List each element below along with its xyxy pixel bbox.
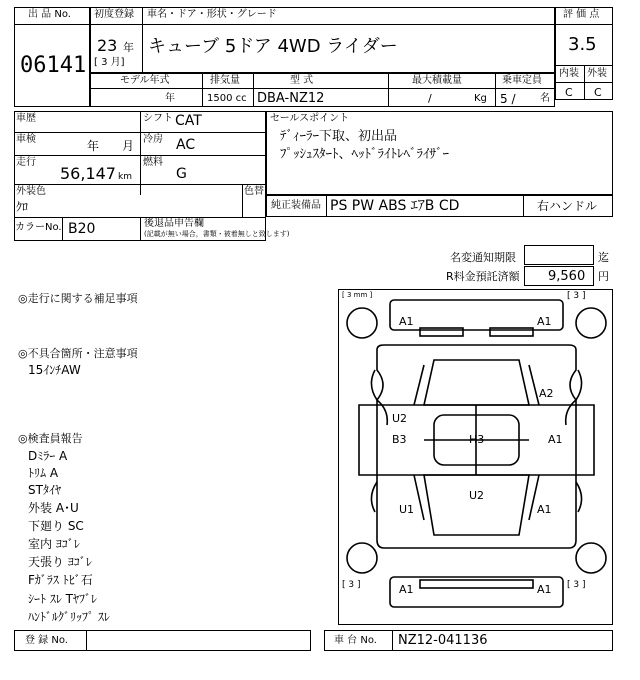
- reg-month: [ 3 月]: [94, 57, 125, 68]
- aftermarket-note: (記載が無い場合，書類・被着無しと致します): [144, 230, 290, 238]
- reg-year-unit: 年: [123, 41, 134, 54]
- recycle-fee-value: 9,560: [548, 269, 586, 284]
- mileage-label: 走行: [16, 157, 36, 168]
- equipment-items: PS PW ABS ｴｱB CD: [330, 198, 460, 214]
- mark-hood: H3: [469, 433, 485, 446]
- lot-number: 06141: [20, 53, 87, 78]
- mark-left-front-door: B3: [392, 433, 407, 446]
- driving-notes-title: ◎走行に関する補足事項: [18, 292, 138, 305]
- inspector-item: Dﾐﾗｰ A: [28, 449, 68, 463]
- mark-front-bumper-left: A1: [399, 315, 414, 328]
- inspector-item: STﾀｲﾔ: [28, 483, 61, 497]
- score-label: 評 価 点: [563, 9, 600, 20]
- sales-point-line1: ﾃﾞｨｰﾗｰ下取、初出品: [280, 129, 398, 144]
- defects-title: ◎不具合箇所・注意事項: [18, 347, 138, 360]
- inspector-item: Fｶﾞﾗｽ ﾄﾋﾞ石: [28, 573, 93, 587]
- interior-label: 内装: [559, 68, 579, 79]
- inspector-title: ◎検査員報告: [18, 432, 83, 445]
- history-label: 車歴: [16, 113, 36, 124]
- recolor-label: 色替: [244, 186, 264, 197]
- diagram-tag-bottom-right: [ 3 ]: [567, 580, 586, 590]
- first-reg-label: 初度登録: [94, 9, 134, 20]
- mark-front-fender-right: A2: [539, 387, 554, 400]
- mark-rear-bumper-left: A1: [399, 583, 414, 596]
- ext-color-value: ｸﾛ: [16, 200, 29, 214]
- recycle-fee-unit: 円: [598, 270, 609, 283]
- registration-label: 登 録 No.: [25, 635, 68, 646]
- inspection-year-unit: 年: [87, 139, 100, 153]
- capacity-value: 5 /: [500, 92, 516, 106]
- mark-right-rear-door: A1: [537, 503, 552, 516]
- defect-item: 15ｲﾝﾁAW: [28, 363, 81, 377]
- fuel-label: 燃料: [143, 157, 163, 168]
- inspector-item: 天張り ﾖｺﾞﾚ: [28, 555, 92, 569]
- model-year-label: モデル年式: [120, 75, 170, 86]
- mark-rear-bumper-right: A1: [537, 583, 552, 596]
- chassis-number: NZ12-041136: [398, 633, 488, 648]
- car-outline: [339, 290, 614, 626]
- recycle-fee-label: R料金預託済額: [446, 270, 520, 283]
- chassis-label: 車 台 No.: [334, 635, 377, 646]
- inspector-item: 下廻り SC: [28, 519, 84, 533]
- diagram-tag-bottom-left: [ 3 ]: [342, 580, 361, 590]
- transfer-deadline-box: [524, 245, 594, 265]
- ext-color-label: 外装色: [16, 186, 46, 197]
- interior-grade: C: [565, 86, 573, 99]
- inspector-item: 室内 ﾖｺﾞﾚ: [28, 537, 80, 551]
- max-load-sep: /: [428, 92, 432, 105]
- shift-label: シフト: [143, 113, 173, 124]
- mark-left-rear-door: U1: [399, 503, 415, 516]
- max-load-label: 最大積載量: [412, 75, 462, 86]
- inspector-item: ｼｰﾄ ｽﾚ Tﾔﾌﾞﾚ: [28, 592, 97, 606]
- diagram-tag-top-right: [ 3 ]: [567, 291, 586, 301]
- score-value: 3.5: [568, 34, 597, 55]
- diagram-tag-top-left: [ 3 mm ]: [342, 291, 373, 299]
- model-type-value: DBA-NZ12: [257, 91, 325, 106]
- inspector-item: 外装 A･U: [28, 501, 79, 515]
- mark-front-bumper-right: A1: [537, 315, 552, 328]
- steering-side: 右ハンドル: [537, 199, 598, 213]
- mark-left-front-door-upper: U2: [392, 412, 408, 425]
- capacity-label: 乗車定員: [502, 75, 542, 86]
- shift-value: CAT: [175, 113, 202, 129]
- inspector-item: ﾊﾝﾄﾞﾙｸﾞﾘｯﾌﾟ ｽﾚ: [28, 610, 110, 624]
- inspection-label: 車検: [16, 134, 36, 145]
- sales-points-label: セールスポイント: [270, 113, 350, 124]
- aftermarket-label: 後退品申告欄: [144, 218, 204, 229]
- mileage-value: 56,147: [60, 164, 116, 183]
- aircon-value: AC: [176, 137, 196, 153]
- transfer-deadline-label: 名変通知期限: [450, 251, 516, 264]
- exterior-grade: C: [594, 86, 602, 99]
- aircon-label: 冷房: [143, 134, 163, 145]
- color-no-label: カラーNo.: [15, 222, 62, 233]
- capacity-unit: 名: [540, 93, 550, 104]
- mileage-unit: km: [118, 172, 132, 182]
- reg-year: 23: [97, 36, 118, 55]
- transfer-deadline-unit: 迄: [598, 251, 609, 264]
- car-diagram: [338, 289, 613, 625]
- mark-right-front-door: A1: [548, 433, 563, 446]
- equipment-label: 純正装備品: [271, 200, 321, 211]
- lot-label: 出 品 No.: [28, 9, 71, 20]
- sales-point-line2: ﾌﾟｯｼｭｽﾀｰﾄ、ﾍｯﾄﾞﾗｲﾄﾚﾍﾞﾗｲｻﾞｰ: [280, 147, 450, 162]
- car-name: キューブ 5ドア 4WD ライダー: [148, 36, 398, 57]
- model-type-label: 型 式: [290, 75, 314, 86]
- max-load-unit: Kg: [474, 93, 487, 104]
- displacement-label: 排気量: [210, 75, 240, 86]
- mark-roof: U2: [469, 489, 485, 502]
- model-year-unit: 年: [165, 93, 175, 104]
- fuel-value: G: [176, 166, 187, 182]
- inspection-month-unit: 月: [122, 139, 135, 153]
- inspector-item: ﾄﾘﾑ A: [28, 466, 59, 480]
- car-name-label: 車名・ドア・形状・グレード: [147, 9, 277, 20]
- displacement-value: 1500 cc: [207, 93, 247, 104]
- exterior-label: 外装: [587, 68, 607, 79]
- color-no-value: B20: [68, 221, 96, 237]
